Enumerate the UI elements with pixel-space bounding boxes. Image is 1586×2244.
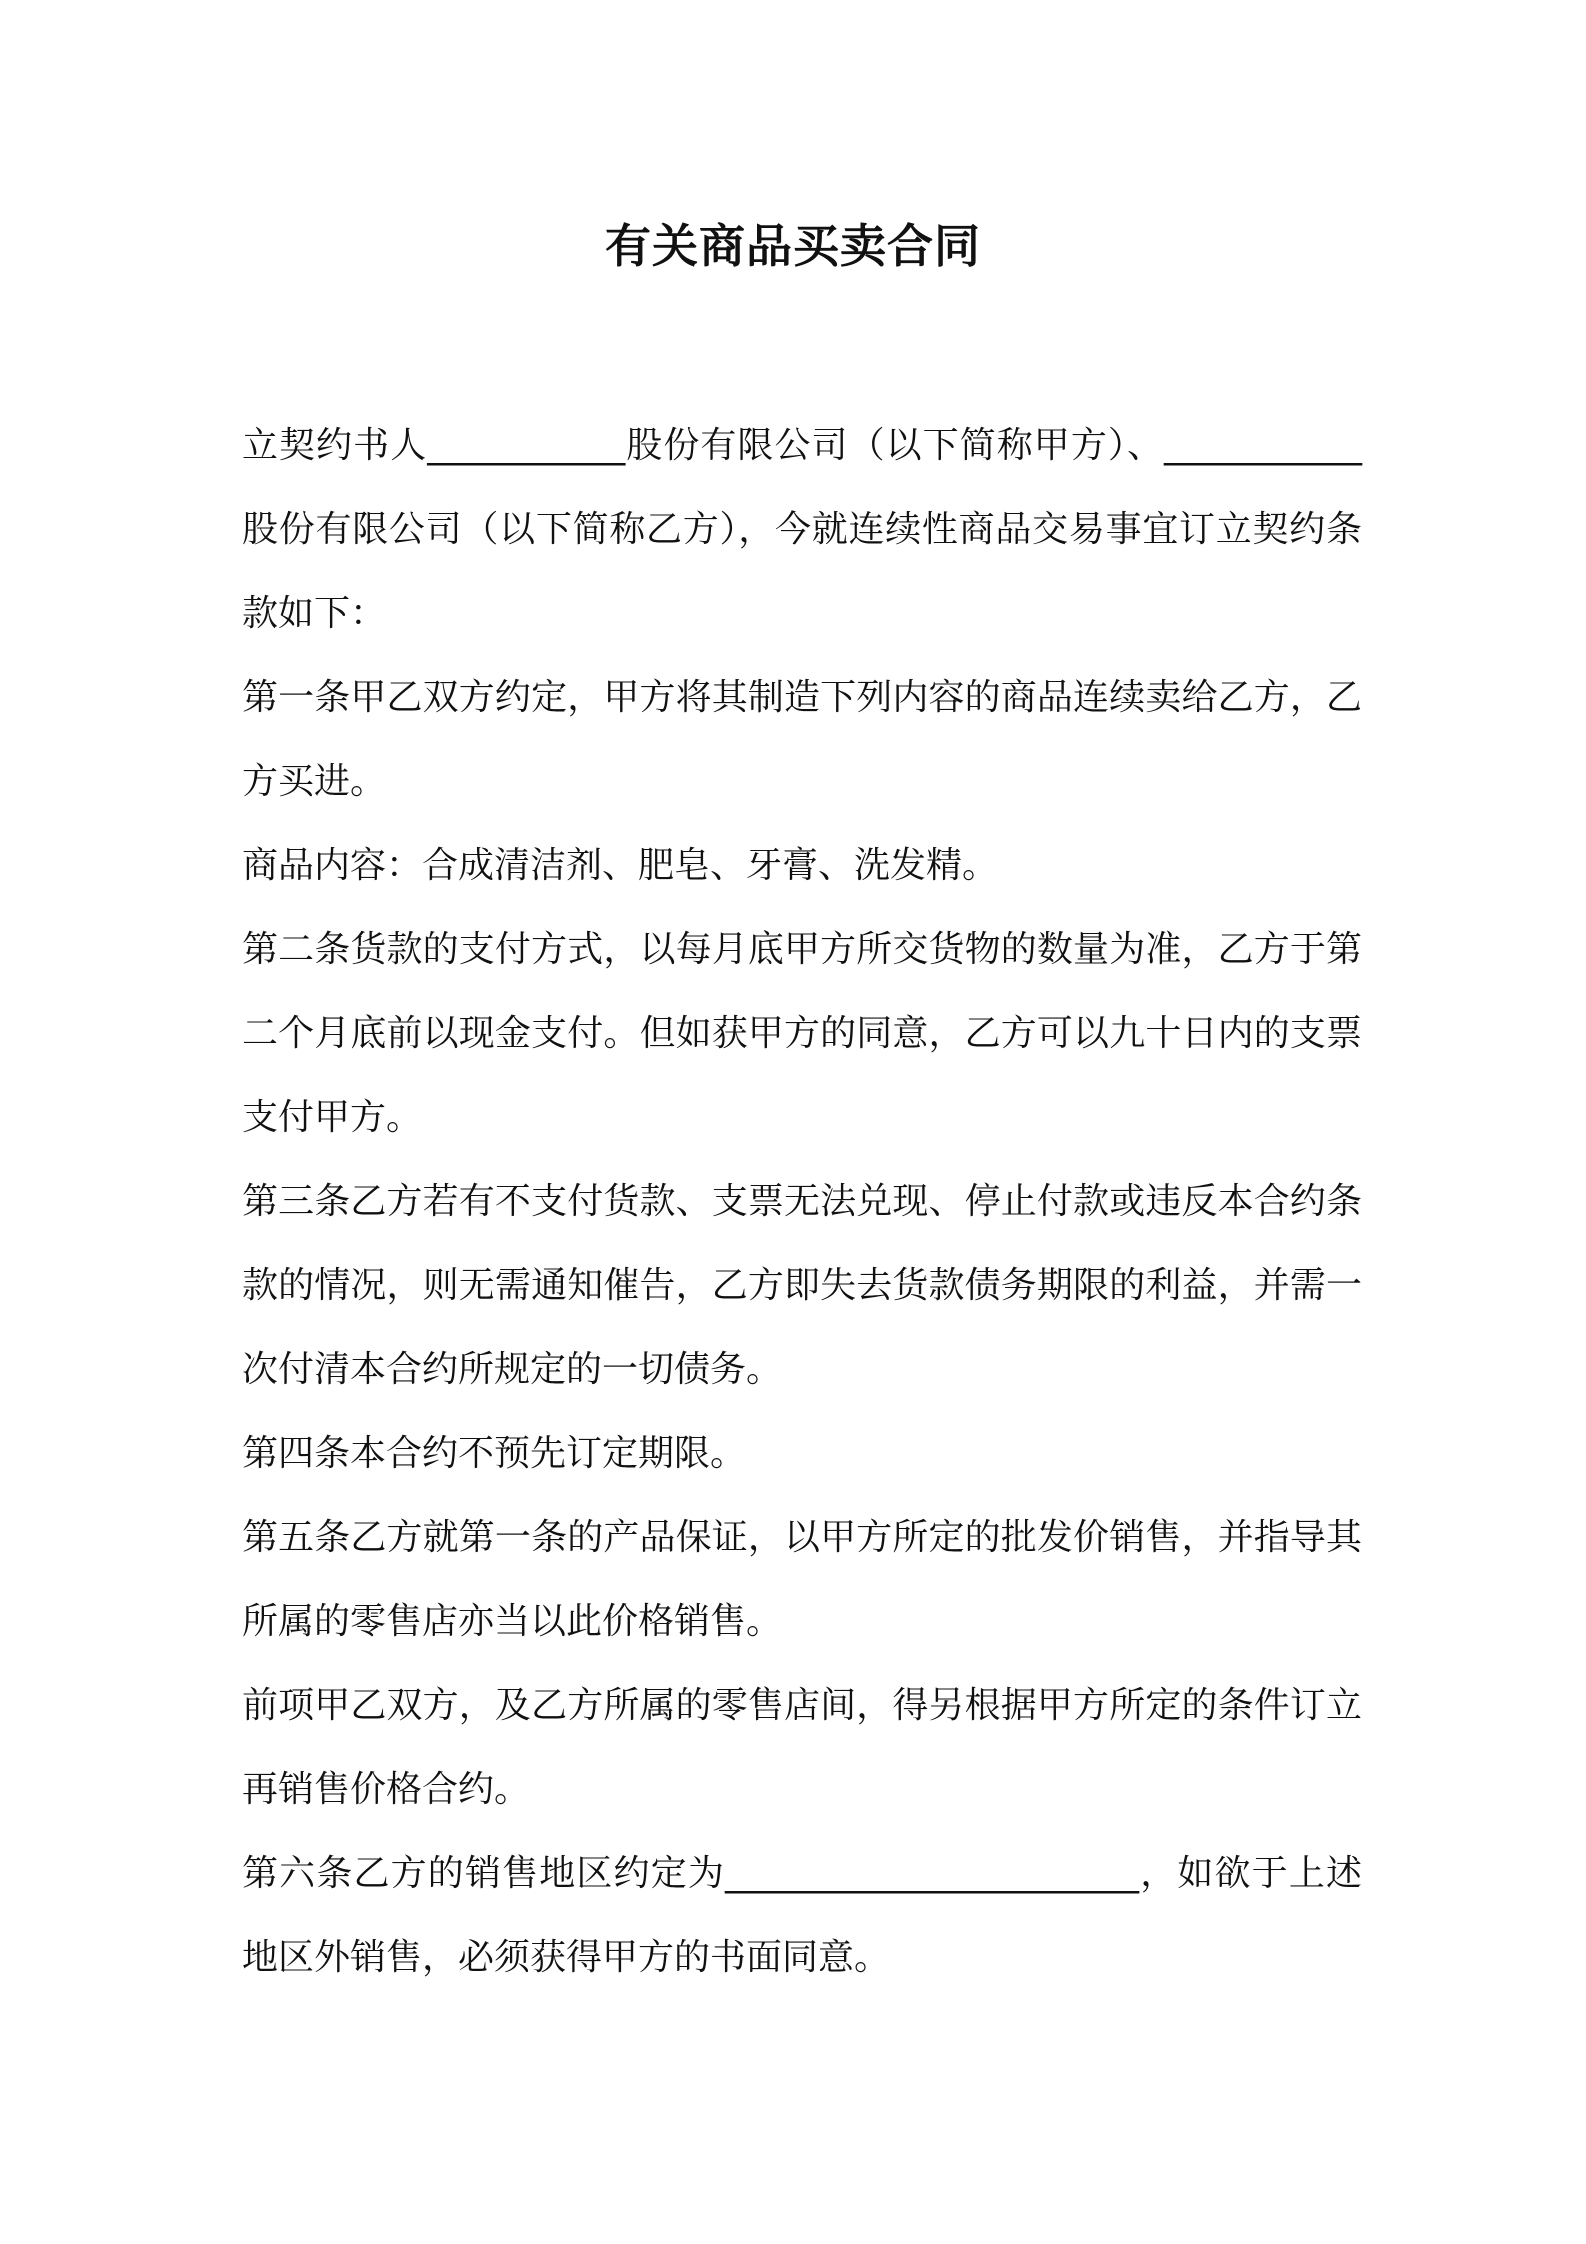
paragraph-article-6: 第六条乙方的销售地区约定为_______________________，如欲于上述地区外销售，必须获得甲方的书面同意。 xyxy=(242,1853,1362,1978)
paragraph-goods-content: 商品内容：合成清洁剂、肥皂、牙膏、洗发精。 xyxy=(242,845,999,886)
document-title: 有关商品买卖合同 xyxy=(605,219,981,273)
paragraph-article-5: 第五条乙方就第一条的产品保证，以甲方所定的批发价销售，并指导其所属的零售店亦当以此价格销售。 xyxy=(242,1517,1362,1642)
paragraph-article-4: 第四条本合约不预先订定期限。 xyxy=(242,1433,747,1474)
document-body xyxy=(242,404,1362,2000)
paragraph-intro: 立契约书人___________股份有限公司（以下简称甲方）、___________股份有限公司（以下简称乙方），今就连续性商品交易事宜订立契约条款如下： xyxy=(242,425,1362,634)
paragraph-article-5-clause-2: 前项甲乙双方，及乙方所属的零售店间，得另根据甲方所定的条件订立再销售价格合约。 xyxy=(242,1685,1362,1810)
paragraph-article-1: 第一条甲乙双方约定，甲方将其制造下列内容的商品连续卖给乙方，乙方买进。 xyxy=(242,677,1362,802)
paragraph-article-2: 第二条货款的支付方式，以每月底甲方所交货物的数量为准，乙方于第二个月底前以现金支付。但如获甲方的同意，乙方可以九十日内的支票支付甲方。 xyxy=(242,929,1362,1138)
paragraph-article-3: 第三条乙方若有不支付货款、支票无法兑现、停止付款或违反本合约条款的情况，则无需通知催告，乙方即失去货款债务期限的利益，并需一次付清本合约所规定的一切债务。 xyxy=(242,1181,1362,1390)
